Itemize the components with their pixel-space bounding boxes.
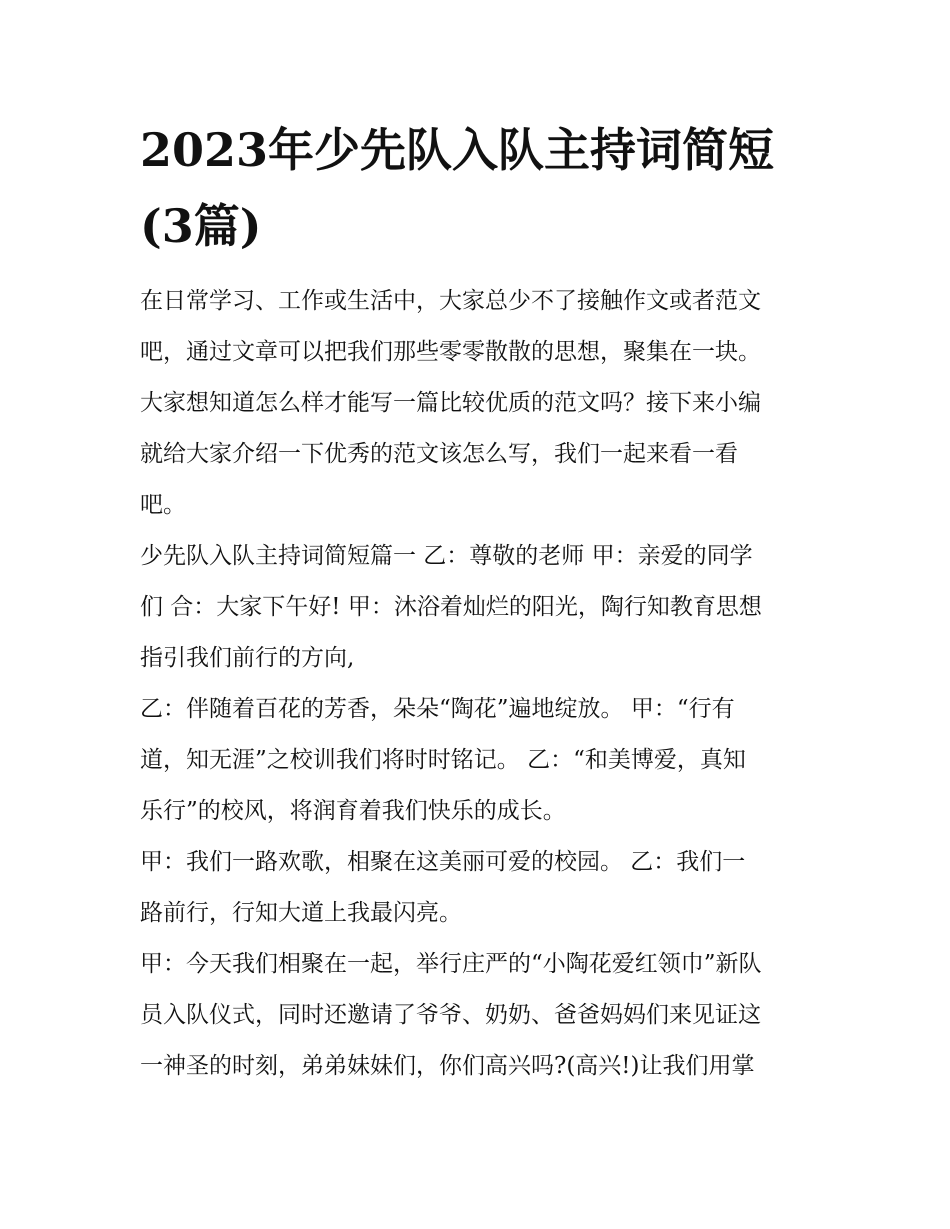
document-title [140, 112, 820, 264]
paragraph-3 [140, 684, 820, 837]
title-line-1: 2023年少先队入队主持词简短 [140, 123, 775, 177]
text-line: 吧。 [140, 492, 186, 518]
text-line: 们 合：大家下午好! 甲：沐浴着灿烂的阳光，陶行知教育思想 [140, 594, 762, 620]
text-line: 少先队入队主持词简短篇一 乙：尊敬的老师 甲：亲爱的同学 [140, 543, 753, 569]
text-line: 一神圣的时刻，弟弟妹妹们，你们高兴吗?(高兴!)让我们用掌 [140, 1053, 755, 1079]
text-line: 甲：今天我们相聚在一起，举行庄严的“小陶花爱红领巾”新队 [140, 951, 762, 977]
text-line: 就给大家介绍一下优秀的范文该怎么写，我们一起来看一看 [140, 441, 738, 467]
text-line: 大家想知道怎么样才能写一篇比较优质的范文吗？接下来小编 [140, 390, 761, 416]
text-line: 路前行，行知大道上我最闪亮。 [140, 900, 462, 926]
paragraph-4 [140, 837, 820, 939]
document-page [140, 112, 820, 1092]
text-line: 指引我们前行的方向, [140, 645, 355, 671]
paragraph-intro [140, 276, 820, 531]
text-line: 乙：伴随着百花的芳香，朵朵“陶花”遍地绽放。 甲：“行有 [140, 696, 735, 722]
title-line-2: (3篇) [140, 199, 262, 253]
text-line: 乐行”的校风，将润育着我们快乐的成长。 [140, 798, 566, 824]
text-line: 员入队仪式，同时还邀请了爷爷、奶奶、爸爸妈妈们来见证这 [140, 1002, 761, 1028]
paragraph-2 [140, 531, 820, 684]
text-line: 在日常学习、工作或生活中，大家总少不了接触作文或者范文 [140, 288, 761, 314]
text-line: 道，知无涯”之校训我们将时时铭记。 乙：“和美博爱，真知 [140, 747, 746, 773]
text-line: 吧，通过文章可以把我们那些零零散散的思想，聚集在一块。 [140, 339, 761, 365]
paragraph-5 [140, 939, 820, 1092]
text-line: 甲：我们一路欢歌，相聚在这美丽可爱的校园。 乙：我们一 [140, 849, 746, 875]
